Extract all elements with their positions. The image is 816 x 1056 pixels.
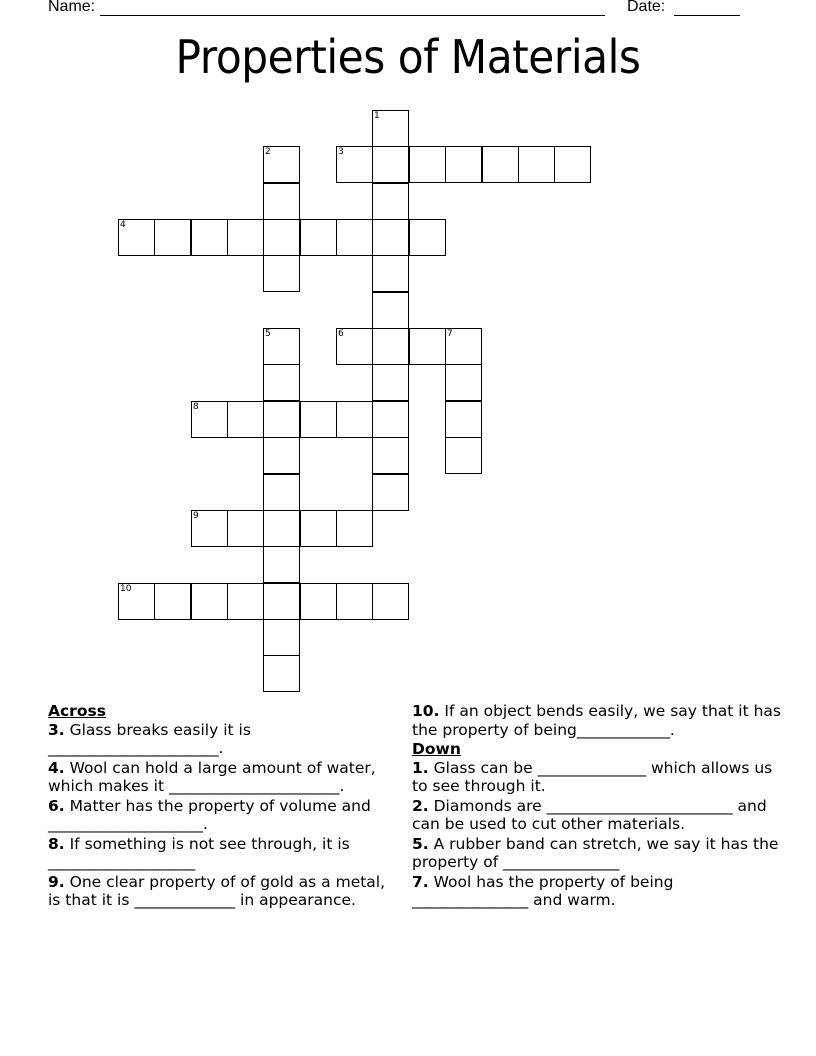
clue-across-10: [412, 702, 782, 739]
crossword-cell[interactable]: [409, 219, 446, 256]
clue-number-label: 6: [338, 329, 344, 339]
crossword-cell[interactable]: [372, 474, 409, 511]
crossword-cell[interactable]: [263, 328, 300, 365]
crossword-cell[interactable]: [336, 219, 373, 256]
crossword-cell[interactable]: [263, 510, 300, 547]
clue-across-9: [48, 873, 393, 910]
crossword-cell[interactable]: [300, 219, 337, 256]
crossword-cell[interactable]: [372, 437, 409, 474]
crossword-cell[interactable]: [482, 146, 519, 183]
crossword-cell[interactable]: [336, 328, 373, 365]
crossword-cell[interactable]: [263, 619, 300, 656]
crossword-cell[interactable]: [409, 328, 446, 365]
crossword-cell[interactable]: [372, 328, 409, 365]
crossword-cell[interactable]: [372, 292, 409, 329]
crossword-cell[interactable]: [445, 146, 482, 183]
crossword-cell[interactable]: [300, 583, 337, 620]
crossword-cell[interactable]: [372, 364, 409, 401]
crossword-cell[interactable]: [300, 510, 337, 547]
clue-number-label: 5: [265, 329, 271, 339]
clue-number: 3.: [48, 720, 65, 739]
crossword-cell[interactable]: [191, 510, 228, 547]
clue-across-8: [48, 835, 393, 872]
down-heading: Down: [412, 740, 461, 758]
clue-number-label: 8: [193, 402, 199, 412]
clue-number-label: 9: [193, 511, 199, 521]
clue-text: Wool can hold a large amount of water, which makes it ______________________.: [48, 758, 376, 795]
crossword-cell[interactable]: [372, 401, 409, 438]
crossword-cell[interactable]: [191, 219, 228, 256]
crossword-cell[interactable]: [300, 401, 337, 438]
crossword-cell[interactable]: [227, 510, 264, 547]
across-heading: Across: [48, 702, 106, 720]
crossword-cell[interactable]: [191, 401, 228, 438]
clue-down-1: [412, 759, 782, 796]
clue-across-6: [48, 797, 393, 834]
crossword-cell[interactable]: [263, 437, 300, 474]
clue-text: Wool has the property of being _______________ and warm.: [412, 872, 674, 909]
crossword-cell[interactable]: [372, 583, 409, 620]
crossword-cell[interactable]: [263, 583, 300, 620]
clue-across-4: [48, 759, 393, 796]
crossword-cell[interactable]: [263, 183, 300, 220]
crossword-cell[interactable]: [263, 146, 300, 183]
clue-text: Glass can be ______________ which allows us to see through it.: [412, 758, 773, 795]
clue-number-label: 4: [120, 220, 126, 230]
clue-number-label: 2: [265, 147, 271, 157]
clue-number-label: 7: [447, 329, 453, 339]
crossword-cell[interactable]: [118, 583, 155, 620]
clue-down-5: [412, 835, 782, 872]
crossword-cell[interactable]: [263, 364, 300, 401]
clue-down-7: [412, 873, 782, 910]
crossword-cell[interactable]: [263, 546, 300, 583]
clue-number: 2.: [412, 796, 429, 815]
clue-number-label: 3: [338, 147, 344, 157]
clue-text: A rubber band can stretch, we say it has the property of _______________: [412, 834, 779, 871]
crossword-cell[interactable]: [409, 146, 446, 183]
crossword-cell[interactable]: [445, 364, 482, 401]
crossword-cell[interactable]: [336, 510, 373, 547]
clue-text: Glass breaks easily it is ______________________.: [48, 720, 251, 757]
clue-number-label: 10: [120, 584, 132, 594]
crossword-cell[interactable]: [372, 183, 409, 220]
crossword-cell[interactable]: [191, 583, 228, 620]
crossword-cell[interactable]: [518, 146, 555, 183]
clue-number: 10.: [412, 702, 440, 720]
clue-number: 8.: [48, 834, 65, 853]
crossword-cell[interactable]: [118, 219, 155, 256]
clue-text: One clear property of of gold as a metal, is that it is _____________ in appearance.: [48, 872, 386, 909]
crossword-cell[interactable]: [154, 583, 191, 620]
name-label: Name:: [48, 0, 96, 15]
date-label: Date:: [627, 0, 666, 15]
clue-text: Matter has the property of volume and ____________________.: [48, 796, 371, 833]
crossword-cell[interactable]: [445, 437, 482, 474]
crossword-cell[interactable]: [336, 401, 373, 438]
crossword-cell[interactable]: [263, 401, 300, 438]
clue-number-label: 1: [374, 111, 380, 121]
crossword-cell[interactable]: [445, 328, 482, 365]
clue-text: If something is not see through, it is ___________________: [48, 834, 350, 871]
clues-left-column: [48, 702, 393, 911]
clue-number: 1.: [412, 758, 429, 777]
clue-number: 4.: [48, 758, 65, 777]
crossword-cell[interactable]: [263, 474, 300, 511]
crossword-cell[interactable]: [554, 146, 591, 183]
crossword-cell[interactable]: [154, 219, 191, 256]
crossword-cell[interactable]: [263, 255, 300, 292]
clue-number: 7.: [412, 872, 429, 891]
clue-text: Diamonds are ________________________ and can be used to cut other materials.: [412, 796, 767, 833]
crossword-cell[interactable]: [372, 255, 409, 292]
clue-number: 6.: [48, 796, 65, 815]
clue-number: 9.: [48, 872, 65, 891]
crossword-cell[interactable]: [372, 110, 409, 147]
crossword-cell[interactable]: [336, 146, 373, 183]
clue-across-3: [48, 721, 393, 758]
crossword-cell[interactable]: [227, 219, 264, 256]
clues-right-column: [412, 702, 782, 911]
crossword-cell[interactable]: [227, 583, 264, 620]
crossword-cell[interactable]: [336, 583, 373, 620]
crossword-cell[interactable]: [263, 655, 300, 692]
crossword-cell[interactable]: [372, 146, 409, 183]
clue-text: If an object bends easily, we say that it has the property of being____________.: [412, 702, 782, 739]
crossword-cell[interactable]: [263, 219, 300, 256]
crossword-cell[interactable]: [372, 219, 409, 256]
crossword-cell[interactable]: [227, 401, 264, 438]
clue-number: 5.: [412, 834, 429, 853]
page-title: Properties of Materials: [175, 30, 641, 84]
crossword-cell[interactable]: [445, 401, 482, 438]
clue-down-2: [412, 797, 782, 834]
